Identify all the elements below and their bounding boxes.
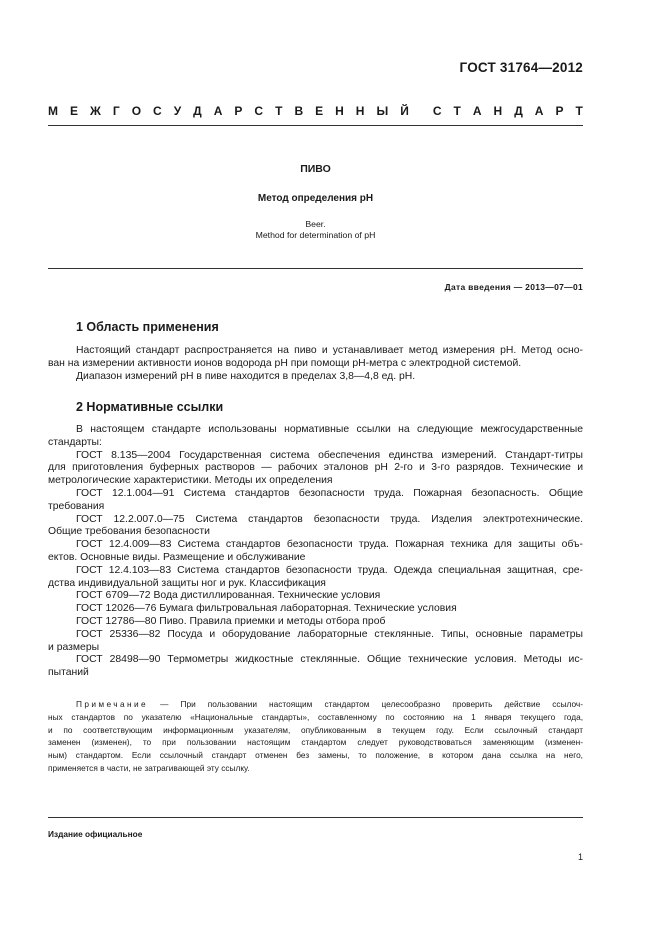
note-line [48,711,583,724]
banner-letter: В [294,104,304,118]
note-line-content: ных стандартов по указателю «Национальные стандарты», составленному по состоянию на 1 января текущего года, [48,711,583,722]
text-line [48,358,583,371]
text-line [48,488,583,501]
banner-letter: А [213,104,223,118]
text-line-content: ГОСТ 12786—80 Пиво. Правила приемки и методы отбора проб [76,615,386,627]
text-line [48,501,583,514]
banner-letter: Т [275,104,283,118]
text-line [48,578,583,591]
note-line [48,749,583,762]
text-line-content: ГОСТ 12.1.004—91 Система стандартов безопасности труда. Пожарная безопасность. Общие [76,487,583,499]
text-line-content: Диапазон измерений pH в пиве находится в пределах 3,8—4,8 ед. pH. [76,370,416,382]
text-line [48,475,583,488]
banner-letter: М [48,104,58,118]
text-line-content: дства индивидуальной защиты ног и рук. Классификация [48,577,326,589]
text-line [48,345,583,358]
banner-letter: С [153,104,162,118]
text-line [48,616,583,629]
document-subtitle: Метод определения pH [257,193,374,204]
text-line [48,462,583,475]
text-line [48,629,583,642]
text-line-content: для приготовления буферных растворов — рабочих эталонов pH 2-го и 3-го разрядов. Технические и [48,462,583,474]
text-line-content: ГОСТ 12.4.009—83 Система стандартов безопасности труда. Пожарная техника для защиты объ- [76,539,583,551]
text-line-content: ГОСТ 12.2.007.0—75 Система стандартов безопасности труда. Изделия электротехнические. [76,513,583,525]
banner-letter: С [254,104,264,118]
note-line-content: и по соответствующим информационным указателям, опубликованным в текущем году. Если ссылочный стандарт [48,724,583,735]
text-line [48,654,583,667]
text-line-content: и размеры [48,641,100,653]
note-line [48,724,583,737]
text-line-content: ван на измерении активности ионов водорода pH при помощи pH-метра с электродной системой. [48,357,522,369]
title-divider [48,268,583,269]
section-1-heading: 1 Область применения [76,320,219,334]
text-line [48,539,583,552]
banner-letter: Е [315,104,324,118]
introduction-date: Дата введения — 2013—07—01 [444,282,583,292]
footer-divider [48,817,583,818]
text-line [48,450,583,463]
note-line [48,736,583,749]
banner-letter: Р [234,104,243,118]
banner-letter: О [131,104,142,118]
edition-label: Издание официальное [48,829,143,839]
banner-letter: А [472,104,482,118]
banner-letter: Р [555,104,564,118]
section-2-body [48,424,583,680]
banner-letter: Н [493,104,503,118]
text-line [48,552,583,565]
banner-letter: У [173,104,182,118]
banner-letter: А [534,104,544,118]
note-label: Примечание [76,699,149,709]
banner-letter: Д [193,104,202,118]
english-title-line: Method for determination of pH [255,230,376,240]
text-line-content: метрологические характеристики. Методы их определения [48,475,333,487]
text-line-content: ГОСТ 8.135—2004 Государственная система обеспечения единства измерений. Стандарт-титры [76,449,583,461]
note-block [48,698,583,775]
gost-number: ГОСТ 31764—2012 [459,60,583,75]
text-line-content: ГОСТ 6709—72 Вода дистиллированная. Технические условия [76,590,381,602]
note-line [48,698,583,711]
english-title [48,219,583,241]
text-line [48,437,583,450]
section-1-body [48,345,583,383]
text-line-content: ГОСТ 12.4.103—83 Система стандартов безопасности труда. Одежда специальная защитная, сре- [76,564,583,576]
note-line-content: заменен (изменен), то при пользовании настоящим стандартом следует руководствоваться заменяющим (изменен- [48,737,583,748]
text-line-content: стандарты: [48,436,102,448]
banner-letter: Ж [90,104,101,118]
text-line [48,514,583,527]
text-line-content: пытаний [48,667,89,679]
note-line-content: ным) стандартом. Если ссылочный стандарт отменен без замены, то положение, в котором дана ссылка на него, [48,750,583,761]
banner-letter: Н [355,104,365,118]
banner-letter: Т [575,104,583,118]
banner-letter: Д [514,104,523,118]
text-line-content: ГОСТ 12026—76 Бумага фильтровальная лабораторная. Технические условия [76,603,457,615]
banner-letter: Н [335,104,344,118]
text-line [48,371,583,384]
section-2-heading: 2 Нормативные ссылки [76,400,224,414]
interstate-standard-banner [48,104,583,118]
text-line-content: требования [48,500,105,512]
banner-letter: Й [400,104,409,118]
note-line-content: применяется в части, не затрагивающей эту ссылку. [48,762,250,773]
note-line [48,762,583,775]
banner-letter: Ы [376,104,389,118]
english-title-line: Beer. [305,219,326,229]
text-line-content: Настоящий стандарт распространяется на пиво и устанавливает метод измерения pH. Метод осно- [76,345,583,356]
text-line-content: В настоящем стандарте использованы нормативные ссылки на следующие межгосударственные [76,424,583,435]
document-title: ПИВО [300,163,331,175]
note-line-content: — При пользовании настоящим стандартом целесообразно проверить действие ссылоч- [148,699,583,709]
text-line-content: ГОСТ 28498—90 Термометры жидкостные стеклянные. Общие технические условия. Методы ис- [76,654,583,666]
text-line [48,590,583,603]
text-line [48,667,583,680]
text-line [48,642,583,655]
text-line [48,565,583,578]
text-line [48,424,583,437]
banner-letter: С [432,104,442,118]
text-line-content: ектов. Основные виды. Размещение и обслуживание [48,551,306,563]
text-line [48,603,583,616]
text-line [48,526,583,539]
page-number: 1 [577,852,583,862]
text-line-content: ГОСТ 25336—82 Посуда и оборудование лабораторные стеклянные. Типы, основные параметры [76,628,583,640]
banner-letter: Т [453,104,461,118]
header-divider [48,125,583,126]
banner-letter: Г [112,104,120,118]
text-line-content: Общие требования безопасности [48,526,210,538]
banner-letter: Е [70,104,79,118]
